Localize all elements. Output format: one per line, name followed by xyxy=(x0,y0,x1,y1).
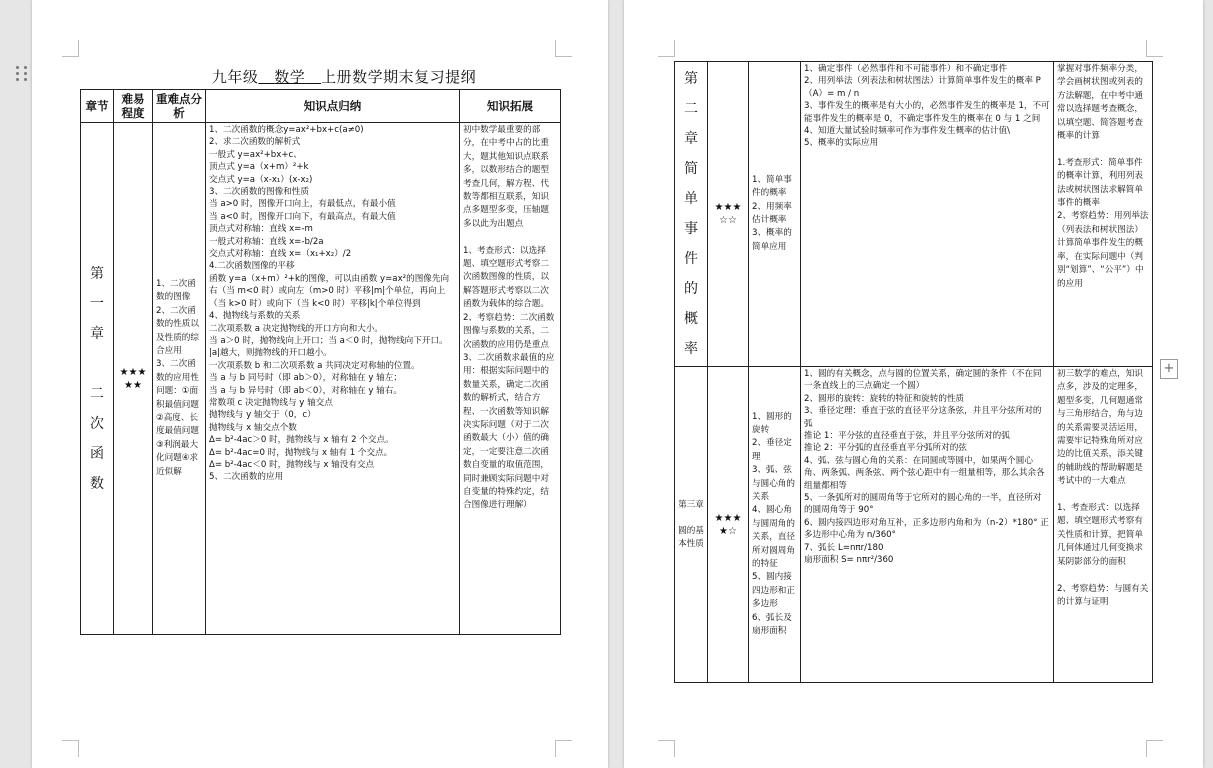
document-page-left xyxy=(32,0,608,768)
knowledge-cell: 1、圆的有关概念，点与圆的位置关系，确定圆的条件（不在同一条直线上的三点确定一个圆） 2、圆形的旋转：旋转的特征和旋转的性质 3、垂径定理：垂直于弦的直径平分这条弦，并且平分弦所对的弧 推论 1：平分弦的直径垂直于弦，并且平分弦所对的弧 推论 2：平分弧的直径垂直平分弧所对的弦 4、弧、弦与圆心角的关系：在同圆或等圆中，如果两个圆心角、两条弧、两条弦、两个弦心距中有一组量相等，那么其余各组量都相等 5、一条弧所对的圆周角等于它所对的圆心角的一半，直径所对的圆周角等于 90° 6、圆内接四边形对角互补，正多边形内角和为（n-2）*180° 正多边形中心角为 n/360° 7、弧长 L=nπr/180 扇形面积 S= nπr²/360 xyxy=(801,367,1054,683)
difficulty-stars: ★★★ ★☆ xyxy=(708,367,749,683)
extension-cell: 掌握对事件频率分类，学会画树状图或列表的方法解题，在中考中通常以选择题考查概念，以填空题、简答题考查概率的计算 1.考查形式：简单事件的概率计算，利用列表法或树状图法求解简单事件的概率 2、考察趋势：用列举法（列表法和树状图法）计算简单事件发生的概率，在实际问题中（判别“划算”、“公平”）中的应用 xyxy=(1054,62,1153,367)
table-row xyxy=(675,367,1153,683)
chapter-cell: 第三章 圆的基本性质 xyxy=(675,367,708,683)
header-analysis: 重难点分析 xyxy=(153,90,206,123)
crop-mark xyxy=(62,40,79,57)
table-move-handle-icon[interactable] xyxy=(16,66,30,82)
extension-cell: 初三数学的难点，知识点多，涉及的定理多，题型多变，几何题通常与三角形结合，角与边的关系需要灵活运用，需要牢记特殊角所对应边的比值关系，添关键的辅助线的帮助解题是考试中的一大难点 1、考查形式：以选择题、填空题形式考察有关性质和计算，把简单几何体通过几何变换求某阴影部分的面积 2、考察趋势：与圆有关的计算与证明 xyxy=(1054,367,1153,683)
crop-mark xyxy=(555,740,572,757)
add-row-plus-icon[interactable]: + xyxy=(1160,359,1178,379)
difficulty-stars: ★★★ ★★ xyxy=(114,123,153,635)
extension-cell: 初中数学最重要的部分，在中考中占的比重大，题其他知识点联系多，以数形结合的题型考查几何，解方程、代数等都相互联系，知识点多题型多变，压轴题多以此为出题点 1、考查形式：以选择题、填空题形式考察二次函数图像的性质，以解答题形式考察以二次函数为载体的综合题。 2、考察趋势：二次函数图像与系数的关系，二次函数的应用仍是重点 3、二次函数求最值的应用：根据实际问题中的数量关系，确定二次函数的解析式，结合方程、一次函数等知识解决实际问题（对于二次函数最大（小）值的确定，一定要注意二次函数自变量的取值范围，同时兼顾实际问题中对自变量的特殊约定，结合图像进行理解） xyxy=(460,123,561,635)
table-row xyxy=(81,123,561,635)
knowledge-cell: 1、二次函数的概念y=ax²+bx+c(a≠0) 2、求二次函数的解析式 一般式 y=ax²+bx+c、 顶点式 y=a（x+m）²+k 交点式 y=a（x-x₁）(x-x₂) 3、二次函数的图像和性质 当 a>0 时，图像开口向上，有最低点，有最小值 当 a<0 时，图像开口向下，有最高点，有最大值 顶点式对称轴：直线 x=-m 一般式对称轴：直线 x=-b/2a 交点式对称轴：直线 x=（x₁+x₂）/2 4.二次函数图像的平移 函数 y=a（x+m）²+k的图像，可以由函数 y=ax²的图像先向右（当 m<0 时）或向左（m>0 时）平移|m|个单位，再向上（当 k>0 时）或向下（当 k<0 时）平移|k|个单位得到 4、抛物线与系数的关系 二次项系数 a 决定抛物线的开口方向和大小。 当 a＞0 时，抛物线向上开口；当 a＜0 时，抛物线向下开口。 |a|越大，则抛物线的开口越小。 一次项系数 b 和二次项系数 a 共同决定对称轴的位置。 当 a 与 b 同号时（即 ab＞0），对称轴在 y 轴左； 当 a 与 b 异号时（即 ab＜0），对称轴在 y 轴右。 常数项 c 决定抛物线与 y 轴交点 抛物线与 y 轴交于（0，c） 抛物线与 x 轴交点个数 Δ= b²-4ac＞0 时，抛物线与 x 轴有 2 个交点。 Δ= b²-4ac=0 时，抛物线与 x 轴有 1 个交点。 Δ= b²-4ac＜0 时，抛物线与 x 轴没有交点 5、二次函数的应用 xyxy=(206,123,460,635)
crop-mark xyxy=(658,740,675,757)
title-subject: 数学 xyxy=(274,68,306,86)
header-knowledge: 知识点归纳 xyxy=(206,90,460,123)
table-row xyxy=(675,62,1153,367)
header-extension: 知识拓展 xyxy=(460,90,561,123)
analysis-cell: 1、圆形的旋转 2、垂径定理 3、弧、弦与圆心角的关系 4、圆心角与圆周角的关系，直径所对圆周角的特征 5、圆内接四边形和正多边形 6、弧长及扇形面积 xyxy=(749,367,801,683)
difficulty-stars: ★★★ ☆☆ xyxy=(708,62,749,367)
chapter-cell: 第 一 章 二 次 函 数 xyxy=(81,123,114,635)
analysis-cell: 1、简单事件的概率 2、用频率估计概率 3、概率的简单应用 xyxy=(749,62,801,367)
crop-mark xyxy=(658,40,675,57)
review-outline-table xyxy=(80,89,561,635)
document-page-right xyxy=(624,0,1203,768)
analysis-cell: 1、二次函数的图像 2、二次函数的性质以及性质的综合应用 3、二次函数的应用性问题：①面积最值问题②高度、长度最值问题③利润最大化问题④求近似解 xyxy=(153,123,206,635)
title-grade: 九年级 xyxy=(211,68,259,86)
table-header-row xyxy=(81,90,561,123)
review-outline-table-continued xyxy=(674,61,1153,683)
document-title xyxy=(80,66,608,87)
chapter-cell: 第 二 章 简 单 事 件 的 概 率 xyxy=(675,62,708,367)
crop-mark xyxy=(62,740,79,757)
header-chapter: 章节 xyxy=(81,90,114,123)
title-rest: 上册数学期末复习提纲 xyxy=(321,68,477,86)
header-difficulty: 难易程度 xyxy=(114,90,153,123)
crop-mark xyxy=(1146,40,1163,57)
knowledge-cell: 1、确定事件（必然事件和不可能事件）和不确定事件 2、用列举法（列表法和树状图法）计算简单事件发生的概率 P（A）= m / n 3、事件发生的概率是有大小的，必然事件发生的概率是 1，不可能事件发生的概率是 0，不确定事件发生的概率在 0 与 1 之间 4、知道大量试验时频率可作为事件发生概率的估计值\ 5、概率的实际应用 xyxy=(801,62,1054,367)
crop-mark xyxy=(1146,740,1163,757)
crop-mark xyxy=(555,40,572,57)
